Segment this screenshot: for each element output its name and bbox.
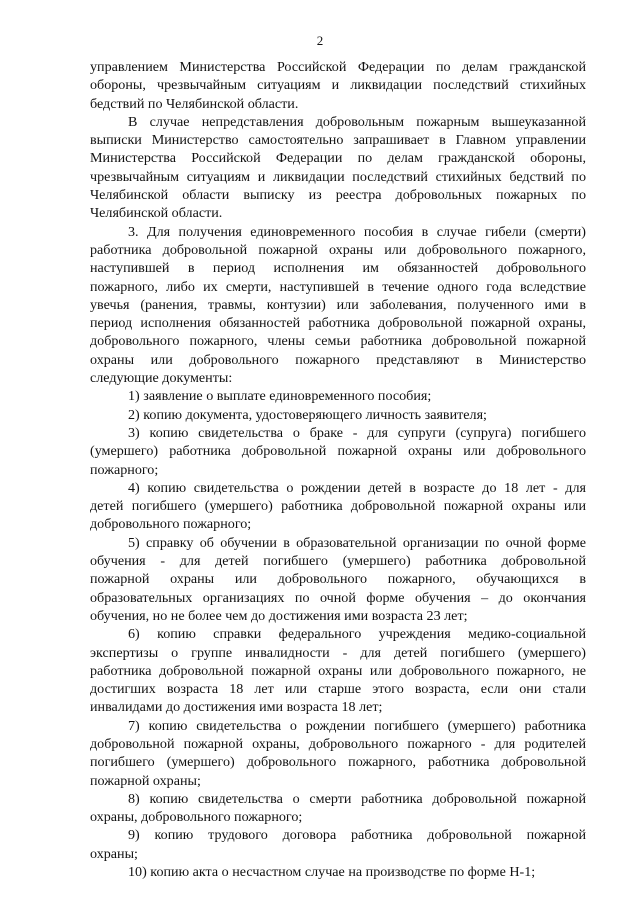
- text-line: Челябинской области.: [90, 205, 223, 222]
- text-line: инвалидами до достижения ими возраста 18 лет;: [90, 699, 383, 716]
- text-line: пожарного;: [90, 461, 159, 478]
- text-line: чрезвычайным ситуациям и ликвидации последствий стихийных бедствий по: [90, 168, 586, 185]
- text-line: добровольного пожарного, члены семьи работника добровольной пожарной: [90, 333, 586, 350]
- text-line: добровольной пожарной охраны, добровольного пожарного - для родителей: [90, 735, 586, 752]
- text-line: 1) заявление о выплате единовременного пособия;: [128, 388, 432, 405]
- text-line: охраны или добровольного пожарного представляют в Министерство: [90, 351, 586, 368]
- text-line: 3. Для получения единовременного пособия в случае гибели (смерти): [128, 223, 586, 240]
- text-line: пожарной охраны или добровольного пожарного, обучающихся в: [90, 571, 586, 588]
- text-line: 7) копию свидетельства о рождении погибшего (умершего) работника: [128, 717, 586, 734]
- text-line: погибшего (умершего) добровольного пожарного, работника добровольной: [90, 754, 586, 771]
- text-line: Челябинской области выписку из реестра добровольных пожарных по: [90, 187, 586, 204]
- text-line: В случае непредставления добровольным пожарным вышеуказанной: [128, 113, 586, 130]
- text-line: 3) копию свидетельства о браке - для супруги (супруга) погибшего: [128, 424, 586, 441]
- text-line: бедствий по Челябинской области.: [90, 95, 299, 112]
- page-number: 2: [316, 33, 324, 48]
- text-line: Министерства Российской Федерации по делам гражданской обороны,: [90, 150, 586, 167]
- text-line: работника добровольной пожарной охраны или добровольного пожарного,: [90, 241, 586, 258]
- text-line: добровольного пожарного;: [90, 516, 252, 533]
- text-line: достигших возраста 18 лет или старше этого возраста, если они стали: [90, 681, 586, 698]
- text-line: увечья (ранения, травмы, контузии) или заболевания, полученного ими в: [90, 296, 586, 313]
- text-line: 6) копию справки федерального учреждения медико-социальной: [128, 626, 586, 643]
- text-line: выписки Министерство самостоятельно запрашивает в Главном управлении: [90, 132, 586, 149]
- text-line: работника добровольной пожарной охраны или добровольного пожарного, не: [90, 662, 586, 679]
- text-line: 10) копию акта о несчастном случае на производстве по форме Н-1;: [128, 864, 536, 881]
- text-line: управлением Министерства Российской Федерации по делам гражданской: [90, 59, 586, 75]
- document-body: [90, 58, 586, 881]
- text-line: 4) копию свидетельства о рождении детей в возрасте до 18 лет - для: [128, 479, 586, 496]
- text-line: экспертизы о группе инвалидности - для детей погибшего (умершего): [90, 644, 586, 661]
- text-line: пожарной охраны;: [90, 772, 201, 789]
- text-line: пожарного, либо их смерти, наступившей в течение одного года вследствие: [90, 278, 586, 295]
- text-line: наступившей в период исполнения им обязанностей добровольного: [90, 260, 586, 277]
- text-line: 9) копию трудового договора работника добровольной пожарной: [128, 827, 586, 844]
- text-line: (умершего) работника добровольной пожарной охраны или добровольного: [90, 443, 586, 460]
- text-line: 8) копию свидетельства о смерти работника добровольной пожарной: [128, 790, 586, 807]
- text-line: 2) копию документа, удостоверяющего личность заявителя;: [128, 406, 487, 423]
- text-line: следующие документы:: [90, 370, 233, 387]
- text-line: охраны, добровольного пожарного;: [90, 809, 303, 826]
- text-line: образовательных организациях по очной форме обучения – до окончания: [90, 589, 586, 606]
- text-line: 5) справку об обучении в образовательной организации по очной форме: [128, 534, 586, 551]
- text-line: обучения, но не более чем до достижения ими возраста 23 лет;: [90, 607, 468, 624]
- text-line: обороны, чрезвычайным ситуациям и ликвидации последствий стихийных: [90, 77, 586, 94]
- text-line: охраны;: [90, 845, 138, 862]
- text-line: обучения - для детей погибшего (умершего) работника добровольной: [90, 553, 586, 570]
- text-line: детей погибшего (умершего) работника добровольной пожарной охраны или: [90, 498, 586, 515]
- text-line: период исполнения обязанностей работника добровольной пожарной охраны,: [90, 315, 586, 332]
